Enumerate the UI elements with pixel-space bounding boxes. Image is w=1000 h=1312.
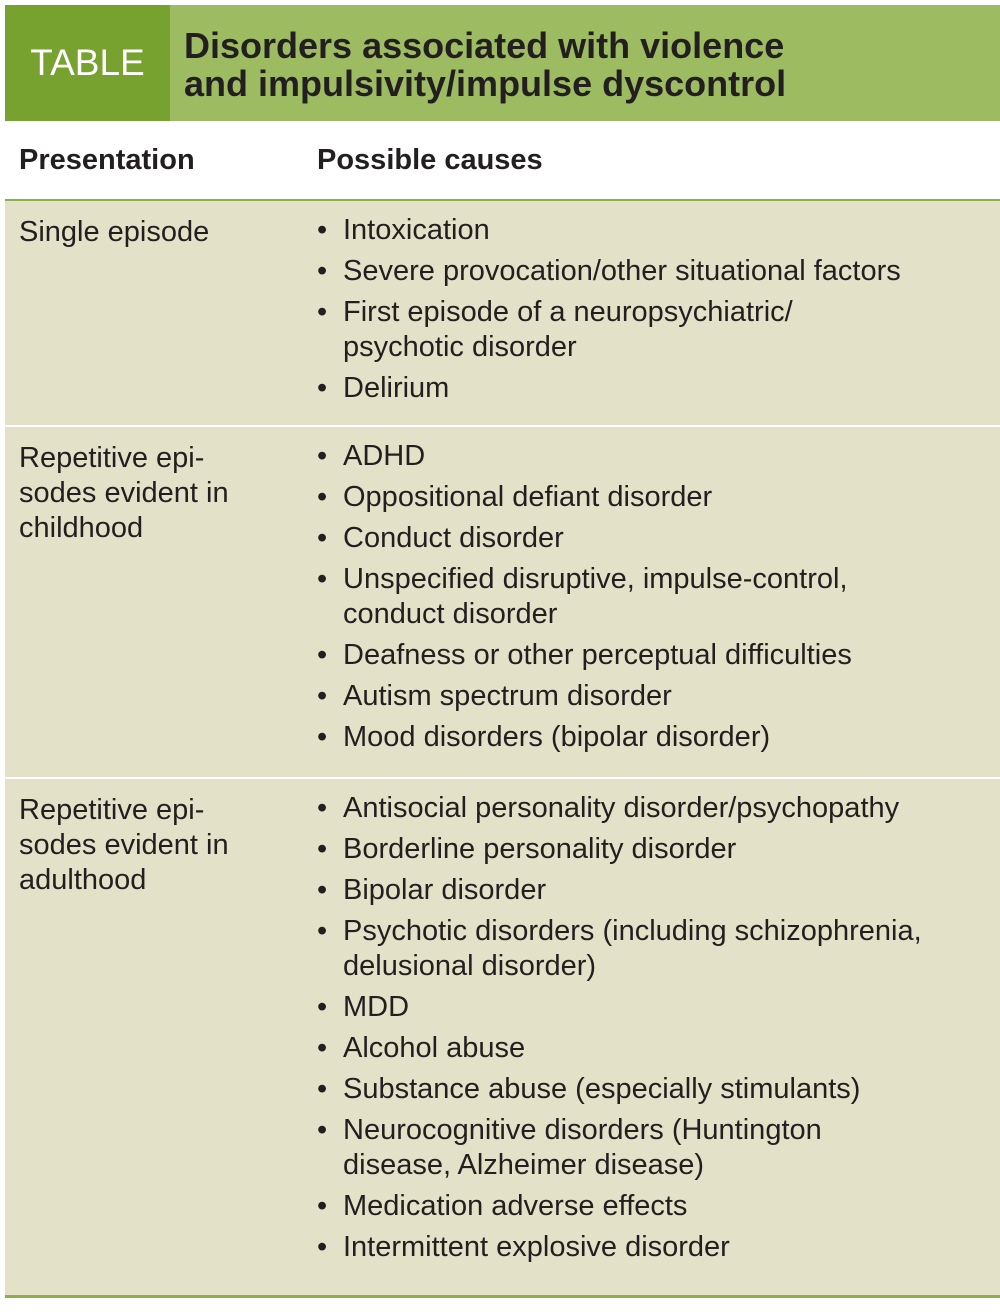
cause-item: • Alcohol abuse [317,1031,1000,1066]
causes-list [317,779,1000,1295]
cause-item: • Mood disorders (bipolar disorder) [317,720,1000,755]
table-row [5,427,1000,779]
table-body [5,201,1000,1298]
cause-item: • MDD [317,990,1000,1025]
table-row [5,201,1000,427]
cause-item: • Intermittent explosive disorder [317,1230,1000,1265]
table-header [5,5,1000,121]
cause-item: • Severe provocation/other situational factors [317,254,1000,289]
presentation-text: Repetitive epi- sodes evident in adulthood [19,794,229,896]
cause-item: • Neurocognitive disorders (Huntington disease, Alzheimer disease) [317,1113,903,1183]
cause-item: • Bipolar disorder [317,873,1000,908]
column-headers [5,121,1000,201]
cause-item: • Conduct disorder [317,521,1000,556]
cause-item: • Deafness or other perceptual difficulties [317,638,1000,673]
cause-item: • Psychotic disorders (including schizophrenia, delusional disorder) [317,914,1000,984]
cause-item: • Intoxication [317,213,1000,248]
cause-item: • Substance abuse (especially stimulants) [317,1072,1000,1107]
presentation-text: Single episode [19,216,210,248]
presentation-cell [5,201,317,425]
column-header-causes: Possible causes [317,143,543,176]
table-figure [5,5,1000,1305]
table-title [170,5,1000,121]
presentation-cell [5,779,317,1295]
table-row [5,779,1000,1295]
cause-item: • Borderline personality disorder [317,832,1000,867]
cause-item: • Oppositional defiant disorder [317,480,1000,515]
presentation-cell [5,427,317,777]
cause-item: • Medication adverse effects [317,1189,1000,1224]
title-line-2: and impulsivity/impulse dyscontrol [184,63,787,104]
presentation-text: Repetitive epi- sodes evident in childhood [19,442,229,544]
cause-item: • ADHD [317,439,1000,474]
cause-item: • Antisocial personality disorder/psychopathy [317,791,1000,826]
cause-item: • First episode of a neuropsychiatric/ psychotic disorder [317,295,863,365]
causes-list [317,201,1000,425]
cause-item: • Delirium [317,371,1000,406]
cause-item: • Autism spectrum disorder [317,679,1000,714]
cause-item: • Unspecified disruptive, impulse-control, conduct disorder [317,562,943,632]
causes-list [317,427,1000,777]
table-tag: TABLE [5,5,170,121]
title-line-1: Disorders associated with violence [184,25,785,66]
column-header-presentation: Presentation [19,143,195,176]
